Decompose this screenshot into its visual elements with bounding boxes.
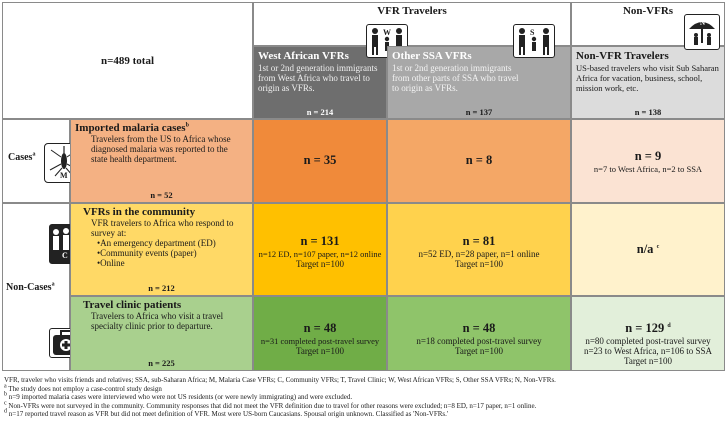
- nonvfr-desc: US-based travelers who visit Sub Saharan Africa for vacation, business, school, mission work, etc.: [576, 63, 719, 93]
- community-west-african-sub: n=12 ED, n=107 paper, n=12 online: [258, 249, 382, 259]
- clinic-nonvfr-sub: n=80 completed post-travel survey: [585, 336, 711, 346]
- community-nonvfr-cell: [571, 203, 725, 296]
- community-title: VFRs in the community: [83, 206, 196, 218]
- clinic-nonvfr-cell: [571, 296, 725, 371]
- clinic-n: n = 225: [148, 358, 175, 368]
- community-bullets: [75, 238, 248, 268]
- west-african-title: West African VFRs: [258, 50, 349, 62]
- imported-other-ssa-cell: [387, 119, 571, 203]
- icon-letter-n: N: [700, 19, 706, 27]
- west-african-n: n = 214: [306, 107, 334, 117]
- west-african-desc: 1st or 2nd generation immigrants from West Africa who travel to origin as VFRs.: [258, 63, 378, 93]
- footnote-legend: VFR, traveler who visits friends and relatives; SSA, sub-Saharan Africa; M, Malaria Case VFRs; C, Community VFRs; T, Travel Clinic; W, West African VFRs; S, Other SSA VFRs; N, Non-VFRs.: [4, 376, 556, 384]
- community-west-african-cell: [253, 203, 387, 296]
- footnotes: [4, 376, 724, 419]
- vfr-group-label: VFR Travelers: [377, 5, 447, 17]
- nonvfr-title: Non-VFR Travelers: [576, 50, 669, 62]
- clinic-cell: [70, 296, 253, 371]
- clinic-other-ssa-cell: [387, 296, 571, 371]
- footnote-a: $^a$ The study does not employ a case-control study design: [4, 383, 162, 393]
- other-ssa-title: Other SSA VFRs: [392, 50, 472, 62]
- icon-letter-m: M: [60, 171, 68, 180]
- imported-west-african-cell: [253, 119, 387, 203]
- cases-label: Cases$^a$: [8, 151, 36, 163]
- nonvfr-header: [571, 46, 725, 119]
- footnote-d: $^d$ n=17 reported travel reason as VFR but did not meet definition of VFR. Most were US-born Caucasians. Spousal origin unknown. Classified as 'Non-VFRs.': [4, 409, 449, 419]
- imported-nonvfr-sub: n=7 to West Africa, n=2 to SSA: [593, 164, 703, 174]
- imported-cases-n: n = 52: [150, 190, 173, 200]
- imported-cases-cell: [70, 119, 253, 203]
- icon-letter-w: W: [383, 28, 391, 37]
- umbrella-icon: [684, 14, 720, 50]
- total-cell: [2, 2, 253, 119]
- footnote-b: $^b$ n=9 imported malaria cases were interviewed who were not US residents (or were newly immigrating) and were excluded.: [4, 391, 353, 402]
- other-ssa-n: n = 137: [465, 107, 493, 117]
- icon-letter-s: S: [530, 28, 535, 37]
- clinic-west-african-cell: [253, 296, 387, 371]
- total-label: n=489 total: [100, 55, 155, 67]
- imported-nonvfr-cell: [571, 119, 725, 203]
- other-ssa-desc: 1st or 2nd generation immigrants from other parts of SSA who travel to origin as VFRs.: [392, 63, 519, 93]
- clinic-nonvfr-n: n = 129 $^d$: [625, 321, 671, 335]
- nonvfr-n: n = 138: [634, 107, 662, 117]
- clinic-west-african-sub: n=31 completed post-travel survey: [260, 336, 380, 346]
- community-other-ssa-n: n = 81: [462, 234, 496, 248]
- community-other-ssa-target: Target n=100: [454, 259, 504, 269]
- family-icon-other-ssa: [513, 24, 555, 58]
- community-n: n = 212: [148, 283, 175, 293]
- icon-letter-c: C: [62, 251, 68, 260]
- noncases-label: Non-Cases$^a$: [6, 281, 55, 293]
- clinic-west-african-target: Target n=100: [295, 346, 345, 356]
- imported-west-african-n: n = 35: [303, 153, 337, 167]
- imported-cases-desc: Travelers from the US to Africa whose diagnosed malaria was reported to the state health department.: [91, 134, 231, 164]
- community-west-african-target: Target n=100: [295, 259, 345, 269]
- clinic-west-african-n: n = 48: [303, 321, 337, 335]
- imported-nonvfr-n: n = 9: [634, 149, 662, 163]
- community-west-african-n: n = 131: [300, 234, 340, 248]
- clinic-other-ssa-n: n = 48: [462, 321, 496, 335]
- community-cell: [70, 203, 253, 296]
- community-other-ssa-sub: n=52 ED, n=28 paper, n=1 online: [418, 249, 540, 259]
- clinic-other-ssa-target: Target n=100: [454, 346, 504, 356]
- community-desc: VFR travelers to Africa who respond to survey at:: [91, 218, 234, 238]
- nonvfr-group-label: Non-VFRs: [622, 5, 674, 17]
- bullet-item: •An emergency department (ED): [97, 238, 216, 248]
- bullet-item: •Online: [97, 258, 125, 268]
- imported-cases-title: Imported malaria cases$^b$: [75, 122, 189, 134]
- community-nonvfr-na: n/a $^c$: [636, 242, 660, 256]
- bullet-item: •Community events (paper): [97, 248, 197, 258]
- clinic-nonvfr-target: Target n=100: [623, 356, 673, 366]
- imported-other-ssa-n: n = 8: [465, 153, 493, 167]
- community-other-ssa-cell: [387, 203, 571, 296]
- clinic-other-ssa-sub: n=18 completed post-travel survey: [416, 336, 542, 346]
- clinic-desc: Travelers to Africa who visit a travel specialty clinic prior to departure.: [91, 311, 224, 331]
- clinic-title: Travel clinic patients: [83, 299, 182, 311]
- footnote-c: $^c$ Non-VFRs were not surveyed in the community. Community responses that did not meet the VFR definition due to travel for other reasons were excluded; n=8 ED, n=17 paper, n=1 online.: [4, 400, 537, 410]
- clinic-nonvfr-sub2: n=23 to West Africa, n=106 to SSA: [583, 346, 712, 356]
